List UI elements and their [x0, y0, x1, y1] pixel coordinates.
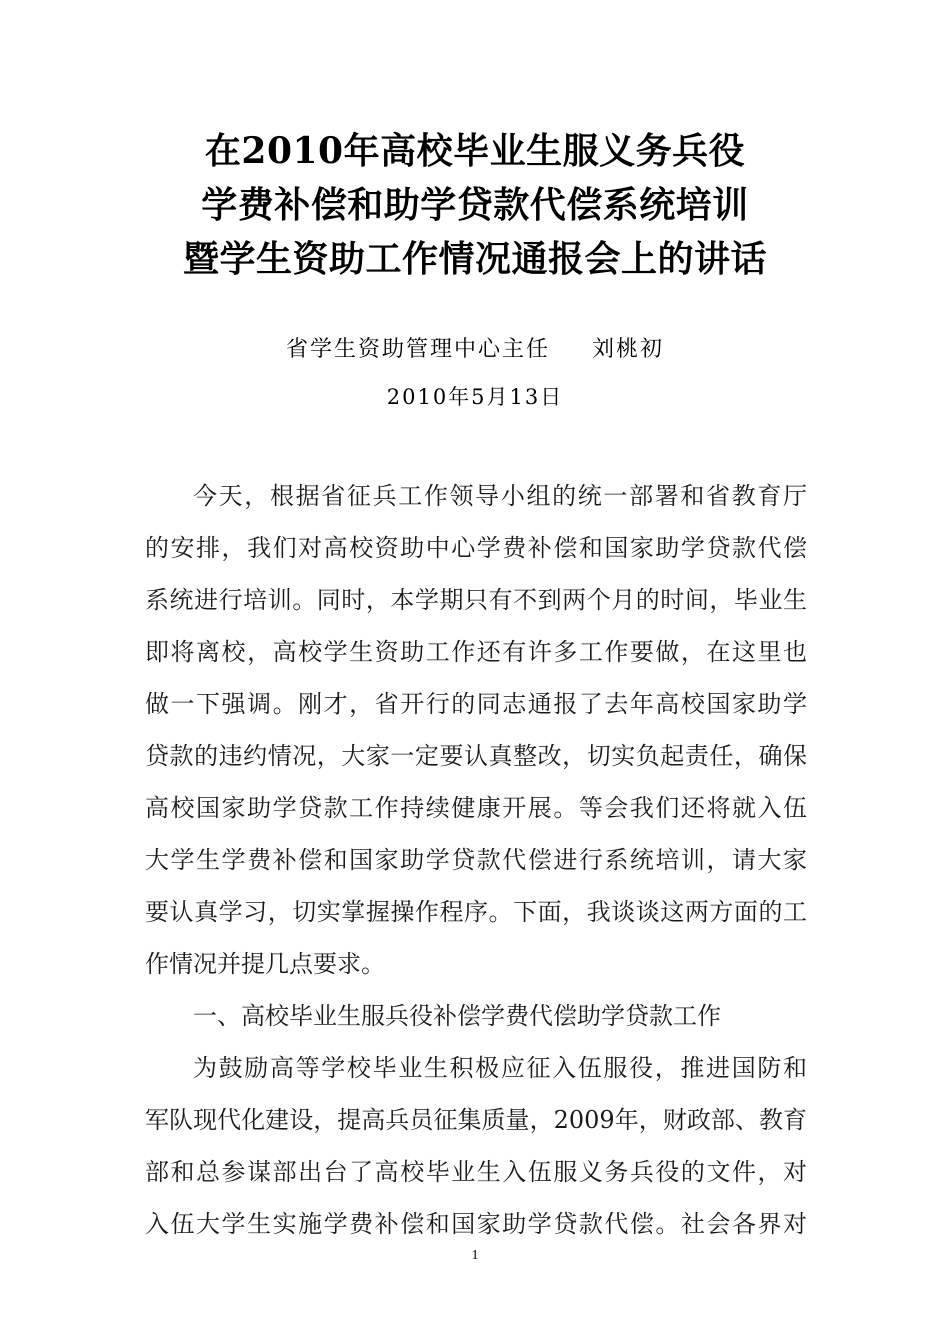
text-line: 即将离校，高校学生资助工作还有许多工作要做，在这里也 [145, 638, 807, 666]
title-line-2: 学费补偿和助学贷款代偿系统培训 [201, 184, 749, 226]
text-line: 作情况并提几点要求。 [145, 950, 385, 978]
body-text [145, 470, 807, 1250]
text-line: 军队现代化建设，提高兵员征集质量，2009年，财政部、教育 [145, 1106, 807, 1134]
text-line: 做一下强调。刚才，省开行的同志通报了去年高校国家助学 [145, 690, 807, 718]
text-line: 为鼓励高等学校毕业生积极应征入伍服役，推进国防和 [193, 1054, 807, 1082]
text-line: 部和总参谋部出台了高校毕业生入伍服义务兵役的文件，对 [145, 1158, 807, 1186]
paragraph-intro [145, 470, 807, 990]
page-number: 1 [471, 1248, 479, 1263]
paragraph-section-one [145, 1042, 807, 1250]
title-line-3: 暨学生资助工作情况通报会上的讲话 [182, 238, 767, 280]
title-line-1: 在2010年高校毕业生服义务兵役 [204, 130, 746, 172]
text-line: 高校国家助学贷款工作持续健康开展。等会我们还将就入伍 [145, 794, 807, 822]
speaker-name: 刘桃初 [592, 337, 665, 362]
text-line: 要认真学习，切实掌握操作程序。下面，我谈谈这两方面的工 [145, 898, 807, 926]
text-line: 今天，根据省征兵工作领导小组的统一部署和省教育厅 [193, 482, 807, 510]
document-title [0, 124, 950, 286]
text-line: 系统进行培训。同时，本学期只有不到两个月的时间，毕业生 [145, 586, 807, 614]
text-line: 大学生学费补偿和国家助学贷款代偿进行系统培训，请大家 [145, 846, 807, 874]
speech-date: 2010年5月13日 [386, 385, 564, 409]
speaker-position: 省学生资助管理中心主任 [285, 337, 550, 362]
speaker-byline [0, 330, 950, 370]
text-line: 的安排，我们对高校资助中心学费补偿和国家助学贷款代偿 [145, 534, 807, 562]
text-line: 入伍大学生实施学费补偿和国家助学贷款代偿。社会各界对 [145, 1210, 807, 1238]
text-line: 贷款的违约情况，大家一定要认真整改，切实负起责任，确保 [145, 742, 807, 770]
section-heading: 一、高校毕业生服兵役补偿学费代偿助学贷款工作 [193, 1002, 721, 1030]
